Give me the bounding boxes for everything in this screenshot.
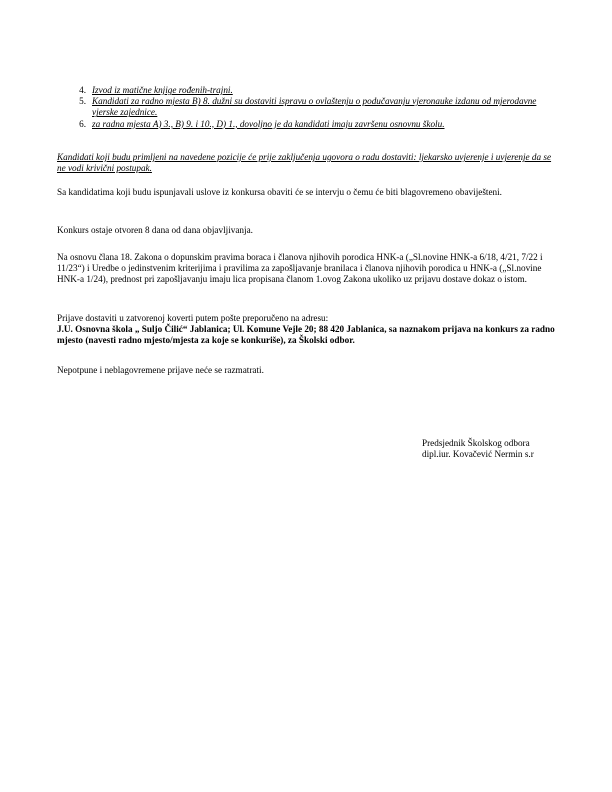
open-period-note: Konkurs ostaje otvoren 8 dana od dana objavljivanja. xyxy=(57,225,253,235)
list-item-number: 6. xyxy=(79,118,86,129)
interview-note: Sa kandidatima koji budu ispunjavali uslove iz konkursa obaviti će se intervju o čemu će biti blagovremeno obaviješteni. xyxy=(57,187,502,197)
incomplete-applications-note: Nepotpune i neblagovremene prijave neće se razmatrati. xyxy=(57,365,264,375)
list-item xyxy=(72,119,542,130)
list-item-text: Kandidati za radno mjesta B) 8. dužni su dostaviti ispravu o ovlaštenju o podučavanju vjeronauke izdanu od mjerodavne vjerske zajednice. xyxy=(92,96,537,118)
selected-candidates-text: Kandidati koji budu primljeni na navedene pozicije će prije zaključenja ugovora o radu dostaviti: ljekarsko uvjerenje i uvjerenje da se ne vodi krivični postupak. xyxy=(57,152,552,174)
list-item xyxy=(72,85,542,96)
list-item-number: 5. xyxy=(79,96,86,107)
signature-block xyxy=(422,438,592,460)
list-item-text: Izvod iz matične knjige rođenih-trajni. xyxy=(92,85,233,95)
submission-intro: Prijave dostaviti u zatvorenoj koverti putem pošte preporučeno na adresu: xyxy=(57,313,329,323)
signature-title: Predsjednik Školskog odbora xyxy=(422,438,530,448)
list-item xyxy=(72,96,542,118)
selected-candidates-note xyxy=(57,152,556,174)
signature-name: dipl.iur. Kovačević Nermin s.r xyxy=(422,449,534,460)
submission-instructions xyxy=(57,313,556,347)
list-item-number: 4. xyxy=(79,85,86,95)
law-preference-note: Na osnovu člana 18. Zakona o dopunskim pravima boraca i članova njihovih porodica HNK-a („Sl.novine HNK-a 6/18, 4/21, 7/22 i 11/23“) i Uredbe o jedinstvenim kriterijima i pravilima za zapošljavanje branilaca i članova njihovih porodica u HNK-a („Sl.novine HNK-a 1/24), prednost pri zapošljavanju imaju lica propisana članom 1.ovog Zakona ukoliko uz prijavu dostave dokaz o istom. xyxy=(57,252,543,285)
submission-address: J.U. Osnovna škola „ Suljo Čilić“ Jablanica; Ul. Komune Vejle 20; 88 420 Jablanica, sa naznakom prijava na konkurs za radno mjesto (navesti radno mjesto/mjesta za koje se konkuriše), za Školski odbor. xyxy=(57,324,555,346)
requirements-list xyxy=(72,85,542,130)
list-item-text: za radna mjesta A) 3., B) 9. i 10., D) 1., dovoljno je da kandidati imaju završenu osnovnu školu. xyxy=(92,118,445,129)
